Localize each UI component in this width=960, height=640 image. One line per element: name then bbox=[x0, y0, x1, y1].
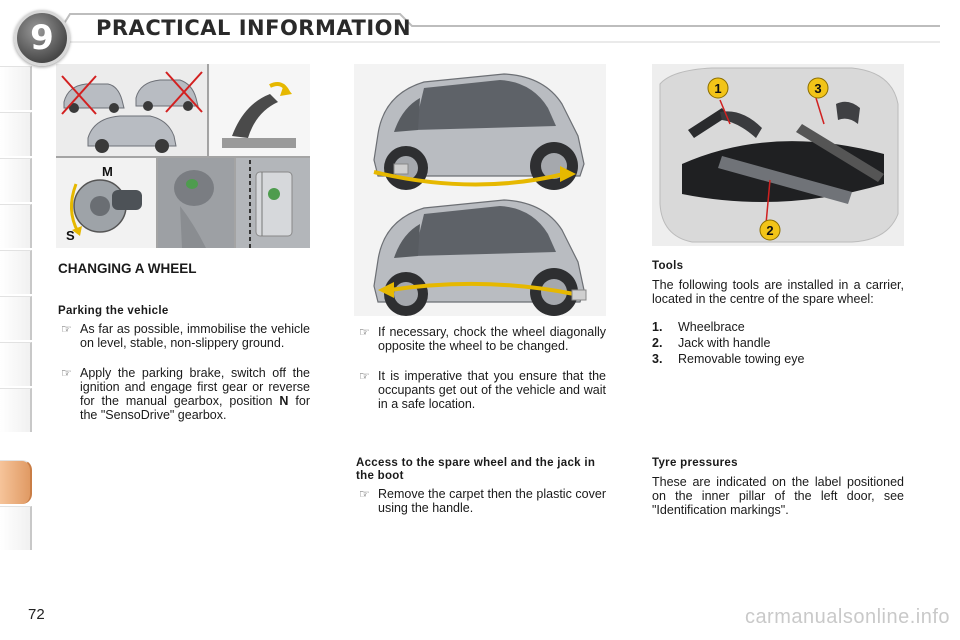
bullet-hand-icon: ☞ bbox=[359, 487, 370, 501]
chapter-tab-2[interactable] bbox=[0, 112, 32, 156]
bullet-hand-icon: ☞ bbox=[61, 366, 72, 380]
tool-item-1: 1. Wheelbrace bbox=[652, 320, 745, 334]
parking-figure bbox=[56, 64, 310, 248]
callout-1: 1 bbox=[714, 81, 722, 96]
tools-intro: The following tools are installed in a carrier, located in the centre of the spare wheel: bbox=[652, 278, 904, 306]
callout-2: 2 bbox=[766, 223, 774, 238]
gear-position-n: N bbox=[279, 394, 289, 408]
ignition-label-m: M bbox=[102, 164, 113, 179]
page-title: PRACTICAL INFORMATION bbox=[96, 16, 412, 40]
occupants-bullet: ☞ It is imperative that you ensure that the occupants get out of the vehicle and wait in a safe location. bbox=[359, 369, 606, 411]
chapter-tab-9-active[interactable] bbox=[0, 460, 32, 504]
chapter-badge bbox=[14, 10, 70, 66]
ignition-label-s: S bbox=[66, 228, 75, 243]
chapter-number: 9 bbox=[30, 18, 54, 58]
bullet-hand-icon: ☞ bbox=[359, 325, 370, 339]
chock-bullet: ☞ If necessary, chock the wheel diagonally opposite the wheel to be changed. bbox=[359, 325, 606, 353]
chapter-tabs bbox=[0, 66, 34, 576]
watermark: carmanualsonline.info bbox=[744, 606, 950, 628]
tyre-text: These are indicated on the label positioned on the inner pillar of the left door, see "Identification markings". bbox=[652, 475, 904, 517]
tool-item-3: 3. Removable towing eye bbox=[652, 352, 805, 366]
chapter-tab-6[interactable] bbox=[0, 296, 32, 340]
bullet-hand-icon: ☞ bbox=[359, 369, 370, 383]
chapter-tab-5[interactable] bbox=[0, 250, 32, 294]
chapter-tab-4[interactable] bbox=[0, 204, 32, 248]
tools-figure bbox=[652, 64, 904, 246]
page-number: 72 bbox=[28, 606, 45, 623]
access-bullet: ☞ Remove the carpet then the plastic cover using the handle. bbox=[359, 487, 606, 515]
callout-3: 3 bbox=[814, 81, 822, 96]
parking-bullet-1: ☞ As far as possible, immobilise the vehicle on level, stable, non-slippery ground. bbox=[61, 322, 310, 350]
chapter-tab-8[interactable] bbox=[0, 388, 32, 432]
access-title: Access to the spare wheel and the jack in the boot bbox=[356, 457, 596, 482]
parking-bullet-2: ☞ Apply the parking brake, switch off the ignition and engage first gear or reverse for the manual gearbox, position N for the "SensoDrive" gearbox. bbox=[61, 366, 310, 422]
chapter-tab-7[interactable] bbox=[0, 342, 32, 386]
chapter-tab-3[interactable] bbox=[0, 158, 32, 202]
chapter-tab-10[interactable] bbox=[0, 506, 32, 550]
tools-title: Tools bbox=[652, 260, 684, 272]
parking-title: Parking the vehicle bbox=[58, 305, 169, 317]
tyre-title: Tyre pressures bbox=[652, 457, 738, 469]
section-title: CHANGING A WHEEL bbox=[58, 261, 197, 276]
wheel-chock-figure bbox=[354, 64, 606, 316]
chapter-tab-1[interactable] bbox=[0, 66, 32, 110]
bullet-hand-icon: ☞ bbox=[61, 322, 72, 336]
tool-item-2: 2. Jack with handle bbox=[652, 336, 771, 350]
